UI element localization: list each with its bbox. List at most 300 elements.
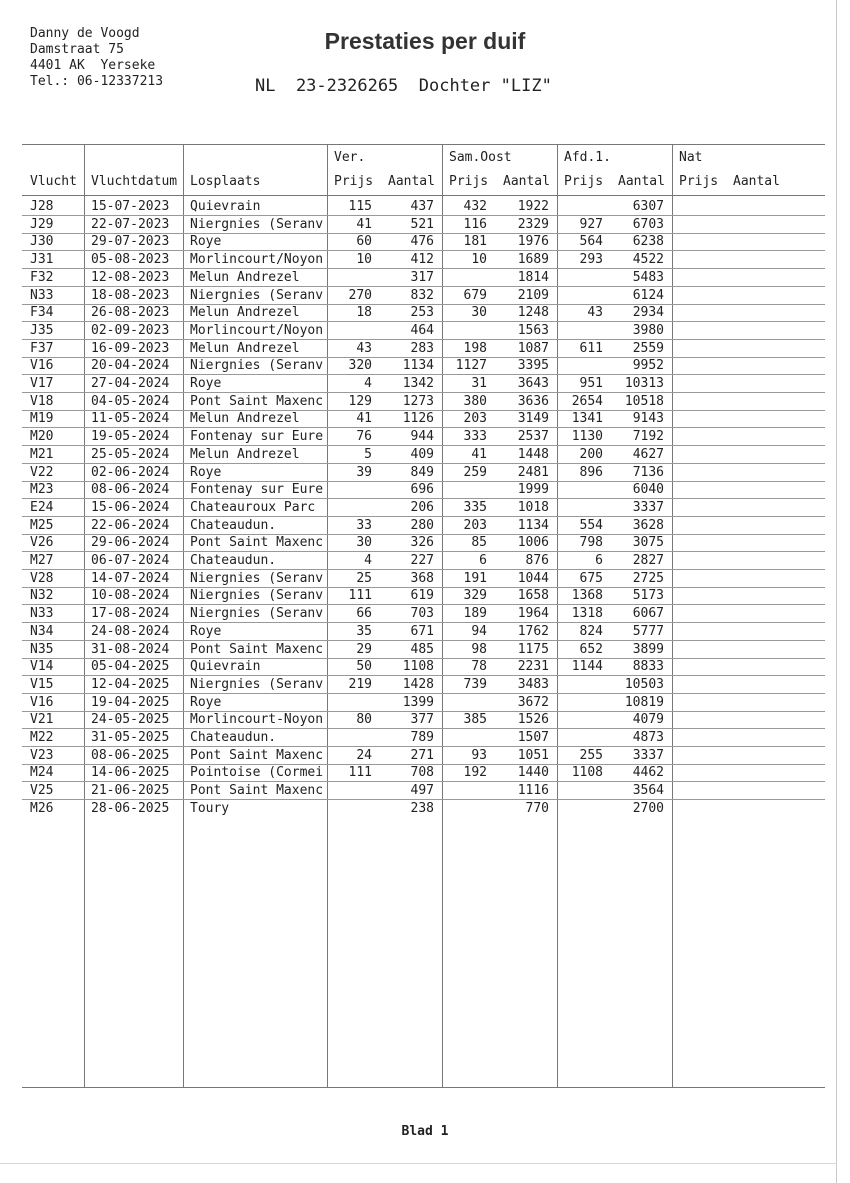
cell-losplaats: Niergnies (Seranv: [190, 606, 324, 622]
cell-sam-aantal: 1087: [517, 340, 549, 356]
cell-losplaats: Morlincourt-Noyon: [190, 712, 324, 728]
cell-sam-prijs: 198: [463, 340, 487, 356]
cell-ver-prijs: 60: [356, 234, 372, 250]
cell-afd-aantal: 10819: [624, 694, 664, 710]
cell-vlucht: V21: [30, 712, 54, 728]
cell-vluchtdatum: 18-08-2023: [91, 287, 170, 303]
cell-ver-prijs: 30: [356, 535, 372, 551]
cell-sam-aantal: 2231: [517, 659, 549, 675]
cell-sam-prijs: 116: [463, 216, 487, 232]
cell-ver-prijs: 4: [364, 376, 372, 391]
cell-ver-aantal: 412: [410, 252, 434, 268]
cell-vlucht: F32: [30, 269, 54, 285]
cell-losplaats: Melun Andrezel: [190, 269, 300, 285]
cell-ver-aantal: 1134: [402, 358, 434, 374]
table-row: [0, 729, 850, 747]
cell-sam-prijs: 85: [471, 535, 487, 551]
cell-sam-aantal: 1689: [517, 252, 549, 268]
cell-sam-prijs: 739: [463, 676, 487, 692]
cell-sam-aantal: 1507: [517, 730, 549, 745]
cell-afd-aantal: 6124: [632, 287, 664, 303]
cell-vlucht: M24: [30, 765, 54, 781]
cell-vluchtdatum: 25-05-2024: [91, 446, 170, 462]
cell-losplaats: Pont Saint Maxenc: [190, 747, 324, 763]
cell-afd-prijs: 1144: [571, 659, 603, 675]
table-row: [0, 517, 850, 535]
cell-sam-prijs: 679: [463, 287, 487, 303]
cell-afd-prijs: 951: [579, 376, 603, 391]
cell-vlucht: V14: [30, 659, 54, 675]
cell-afd-prijs: 1130: [571, 429, 603, 445]
table-row: [0, 287, 850, 305]
cell-sam-aantal: 3149: [517, 411, 549, 427]
cell-losplaats: Morlincourt/Noyon: [190, 252, 324, 268]
cell-sam-prijs: 94: [471, 623, 487, 639]
cell-sam-prijs: 6: [479, 553, 487, 568]
cell-vlucht: V17: [30, 376, 54, 391]
cell-vlucht: J30: [30, 234, 54, 250]
cell-losplaats: Melun Andrezel: [190, 340, 300, 356]
cell-ver-aantal: 409: [410, 446, 434, 462]
cell-losplaats: Niergnies (Seranv: [190, 358, 324, 374]
cell-losplaats: Quievrain: [190, 199, 261, 214]
cell-losplaats: Fontenay sur Eure: [190, 482, 324, 498]
cell-losplaats: Chateauroux Parc: [190, 499, 316, 515]
cell-sam-aantal: 1248: [517, 305, 549, 321]
cell-vlucht: J35: [30, 322, 54, 338]
cell-afd-aantal: 8833: [632, 659, 664, 675]
cell-vlucht: M25: [30, 517, 54, 533]
cell-sam-aantal: 1134: [517, 517, 549, 533]
cell-sam-aantal: 1999: [517, 482, 549, 498]
cell-afd-aantal: 3337: [632, 747, 664, 763]
header-group-afd1: Afd.1.: [564, 150, 611, 165]
cell-ver-prijs: 18: [356, 305, 372, 321]
cell-afd-aantal: 2700: [632, 800, 664, 816]
page-bottom-edge: [0, 1163, 837, 1164]
cell-ver-aantal: 253: [410, 305, 434, 321]
cell-afd-prijs: 896: [579, 464, 603, 480]
cell-losplaats: Melun Andrezel: [190, 411, 300, 427]
table-row: [0, 428, 850, 446]
cell-vluchtdatum: 31-05-2025: [91, 730, 170, 745]
cell-vluchtdatum: 14-06-2025: [91, 765, 170, 781]
cell-vlucht: M20: [30, 429, 54, 445]
header-group-sam-oost: Sam.Oost: [449, 150, 512, 165]
cell-losplaats: Fontenay sur Eure: [190, 429, 324, 445]
cell-ver-aantal: 1428: [402, 676, 434, 692]
header-prijs: Prijs: [679, 174, 719, 189]
cell-ver-aantal: 671: [410, 623, 434, 639]
cell-vluchtdatum: 15-07-2023: [91, 199, 170, 214]
table-row: [0, 534, 850, 552]
cell-ver-prijs: 66: [356, 606, 372, 622]
cell-afd-aantal: 7192: [632, 429, 664, 445]
cell-afd-aantal: 9952: [632, 358, 664, 374]
cell-ver-aantal: 271: [410, 747, 434, 763]
cell-losplaats: Morlincourt/Noyon: [190, 322, 324, 338]
cell-vlucht: V28: [30, 570, 54, 586]
header-aantal: Aantal: [618, 174, 665, 189]
cell-vluchtdatum: 31-08-2024: [91, 641, 170, 657]
cell-vluchtdatum: 27-04-2024: [91, 376, 170, 391]
header-vlucht: Vlucht: [30, 174, 77, 189]
cell-sam-aantal: 2537: [517, 429, 549, 445]
cell-ver-aantal: 326: [410, 535, 434, 551]
cell-afd-aantal: 2559: [632, 340, 664, 356]
cell-ver-prijs: 76: [356, 429, 372, 445]
cell-vlucht: V16: [30, 694, 54, 710]
cell-vlucht: M19: [30, 411, 54, 427]
cell-vluchtdatum: 16-09-2023: [91, 340, 170, 356]
cell-sam-prijs: 432: [463, 199, 487, 214]
cell-afd-aantal: 9143: [632, 411, 664, 427]
cell-vluchtdatum: 22-07-2023: [91, 216, 170, 232]
cell-ver-aantal: 227: [410, 553, 434, 568]
cell-sam-prijs: 191: [463, 570, 487, 586]
cell-vluchtdatum: 26-08-2023: [91, 305, 170, 321]
cell-sam-prijs: 41: [471, 446, 487, 462]
cell-afd-aantal: 4873: [632, 730, 664, 745]
cell-losplaats: Pont Saint Maxenc: [190, 641, 324, 657]
cell-sam-aantal: 2109: [517, 287, 549, 303]
table-row: [0, 552, 850, 570]
table-row: [0, 570, 850, 588]
cell-ver-prijs: 10: [356, 252, 372, 268]
cell-vlucht: V18: [30, 393, 54, 409]
cell-vluchtdatum: 08-06-2024: [91, 482, 170, 498]
table-row: [0, 410, 850, 428]
cell-ver-prijs: 33: [356, 517, 372, 533]
page-number: Blad 1: [401, 1124, 449, 1139]
cell-vluchtdatum: 14-07-2024: [91, 570, 170, 586]
cell-losplaats: Chateaudun.: [190, 553, 277, 568]
cell-ver-aantal: 377: [410, 712, 434, 728]
cell-vluchtdatum: 21-06-2025: [91, 783, 170, 799]
cell-sam-prijs: 78: [471, 659, 487, 675]
cell-losplaats: Chateaudun.: [190, 517, 277, 533]
cell-vlucht: N32: [30, 588, 54, 604]
cell-afd-prijs: 564: [579, 234, 603, 250]
cell-ver-aantal: 476: [410, 234, 434, 250]
cell-afd-prijs: 43: [587, 305, 603, 321]
cell-afd-aantal: 3337: [632, 499, 664, 515]
cell-ver-aantal: 464: [410, 322, 434, 338]
cell-vluchtdatum: 15-06-2024: [91, 499, 170, 515]
cell-afd-prijs: 1368: [571, 588, 603, 604]
cell-afd-prijs: 1318: [571, 606, 603, 622]
cell-afd-prijs: 6: [595, 553, 603, 568]
cell-afd-aantal: 6703: [632, 216, 664, 232]
table-row: [0, 464, 850, 482]
cell-sam-prijs: 329: [463, 588, 487, 604]
table-row: [0, 357, 850, 375]
cell-losplaats: Niergnies (Seranv: [190, 676, 324, 692]
cell-sam-prijs: 10: [471, 252, 487, 268]
cell-sam-prijs: 385: [463, 712, 487, 728]
header-group-ver: Ver.: [334, 150, 366, 165]
cell-losplaats: Roye: [190, 694, 222, 710]
cell-vluchtdatum: 05-04-2025: [91, 659, 170, 675]
pigeon-id: NL 23-2326265 Dochter "LIZ": [255, 76, 552, 96]
cell-sam-prijs: 192: [463, 765, 487, 781]
cell-afd-prijs: 1341: [571, 411, 603, 427]
table-row: [0, 641, 850, 659]
cell-ver-aantal: 368: [410, 570, 434, 586]
cell-sam-aantal: 1051: [517, 747, 549, 763]
cell-losplaats: Pont Saint Maxenc: [190, 783, 324, 799]
cell-vluchtdatum: 24-05-2025: [91, 712, 170, 728]
cell-ver-prijs: 41: [356, 216, 372, 232]
cell-ver-aantal: 521: [410, 216, 434, 232]
cell-ver-aantal: 1399: [402, 694, 434, 710]
cell-sam-prijs: 333: [463, 429, 487, 445]
cell-sam-prijs: 31: [471, 376, 487, 391]
cell-vluchtdatum: 12-08-2023: [91, 269, 170, 285]
cell-afd-prijs: 293: [579, 252, 603, 268]
cell-sam-aantal: 876: [525, 553, 549, 568]
cell-sam-prijs: 380: [463, 393, 487, 409]
cell-afd-aantal: 2725: [632, 570, 664, 586]
cell-sam-aantal: 1658: [517, 588, 549, 604]
table-row: [0, 499, 850, 517]
cell-ver-prijs: 29: [356, 641, 372, 657]
cell-losplaats: Melun Andrezel: [190, 446, 300, 462]
cell-afd-aantal: 5777: [632, 623, 664, 639]
cell-losplaats: Melun Andrezel: [190, 305, 300, 321]
cell-vlucht: V15: [30, 676, 54, 692]
table-row: [0, 322, 850, 340]
cell-sam-prijs: 189: [463, 606, 487, 622]
cell-afd-aantal: 6067: [632, 606, 664, 622]
cell-afd-prijs: 554: [579, 517, 603, 533]
cell-ver-prijs: 115: [348, 199, 372, 214]
cell-vlucht: N35: [30, 641, 54, 657]
cell-sam-aantal: 1526: [517, 712, 549, 728]
cell-sam-aantal: 1006: [517, 535, 549, 551]
owner-phone: Tel.: 06-12337213: [30, 74, 164, 89]
cell-sam-prijs: 98: [471, 641, 487, 657]
table-row: [0, 587, 850, 605]
cell-sam-aantal: 3643: [517, 376, 549, 391]
cell-afd-aantal: 10503: [624, 676, 664, 692]
cell-ver-aantal: 485: [410, 641, 434, 657]
cell-losplaats: Chateaudun.: [190, 730, 277, 745]
cell-vlucht: M26: [30, 800, 54, 816]
cell-ver-prijs: 35: [356, 623, 372, 639]
cell-ver-prijs: 25: [356, 570, 372, 586]
cell-ver-aantal: 283: [410, 340, 434, 356]
cell-vluchtdatum: 11-05-2024: [91, 411, 170, 427]
cell-ver-aantal: 619: [410, 588, 434, 604]
cell-sam-prijs: 93: [471, 747, 487, 763]
cell-vluchtdatum: 05-08-2023: [91, 252, 170, 268]
cell-afd-prijs: 200: [579, 446, 603, 462]
cell-vlucht: N33: [30, 287, 54, 303]
cell-ver-aantal: 238: [410, 800, 434, 816]
cell-ver-prijs: 41: [356, 411, 372, 427]
table-row: [0, 764, 850, 782]
cell-vlucht: F34: [30, 305, 54, 321]
cell-ver-prijs: 24: [356, 747, 372, 763]
cell-ver-aantal: 1108: [402, 659, 434, 675]
cell-ver-prijs: 320: [348, 358, 372, 374]
cell-vluchtdatum: 19-04-2025: [91, 694, 170, 710]
cell-sam-aantal: 1116: [517, 783, 549, 799]
cell-vlucht: J28: [30, 199, 54, 214]
table-row: [0, 269, 850, 287]
cell-losplaats: Pont Saint Maxenc: [190, 393, 324, 409]
cell-vluchtdatum: 29-06-2024: [91, 535, 170, 551]
cell-ver-aantal: 696: [410, 482, 434, 498]
cell-afd-aantal: 10518: [624, 393, 664, 409]
cell-ver-prijs: 4: [364, 553, 372, 568]
cell-afd-aantal: 4462: [632, 765, 664, 781]
cell-vlucht: M23: [30, 482, 54, 498]
cell-sam-aantal: 2329: [517, 216, 549, 232]
cell-vluchtdatum: 20-04-2024: [91, 358, 170, 374]
cell-sam-prijs: 335: [463, 499, 487, 515]
header-prijs: Prijs: [564, 174, 604, 189]
cell-sam-prijs: 203: [463, 517, 487, 533]
cell-sam-aantal: 1175: [517, 641, 549, 657]
owner-street: Damstraat 75: [30, 42, 124, 57]
cell-sam-prijs: 1127: [455, 358, 487, 374]
table-header-border: [22, 195, 825, 196]
cell-vluchtdatum: 12-04-2025: [91, 676, 170, 692]
table-row: [0, 800, 850, 818]
cell-afd-aantal: 4079: [632, 712, 664, 728]
cell-afd-aantal: 5483: [632, 269, 664, 285]
cell-ver-prijs: 111: [348, 588, 372, 604]
cell-afd-aantal: 4522: [632, 252, 664, 268]
cell-sam-aantal: 3395: [517, 358, 549, 374]
cell-ver-aantal: 1126: [402, 411, 434, 427]
cell-afd-aantal: 6307: [632, 199, 664, 214]
header-aantal: Aantal: [388, 174, 435, 189]
cell-losplaats: Roye: [190, 376, 222, 391]
cell-ver-aantal: 497: [410, 783, 434, 799]
table-row: [0, 216, 850, 234]
table-row: [0, 694, 850, 712]
owner-city: 4401 AK Yerseke: [30, 58, 156, 73]
page-title: Prestaties per duif: [324, 28, 526, 54]
table-row: [0, 747, 850, 765]
cell-afd-prijs: 824: [579, 623, 603, 639]
cell-ver-aantal: 280: [410, 517, 434, 533]
owner-name: Danny de Voogd: [30, 26, 140, 41]
cell-vluchtdatum: 17-08-2024: [91, 606, 170, 622]
table-row: [0, 198, 850, 216]
cell-sam-aantal: 3672: [517, 694, 549, 710]
cell-vlucht: N33: [30, 606, 54, 622]
header-prijs: Prijs: [334, 174, 374, 189]
cell-vluchtdatum: 02-09-2023: [91, 322, 170, 338]
cell-ver-prijs: 50: [356, 659, 372, 675]
cell-sam-prijs: 203: [463, 411, 487, 427]
header-vluchtdatum: Vluchtdatum: [91, 174, 178, 189]
cell-losplaats: Roye: [190, 464, 222, 480]
cell-sam-aantal: 3636: [517, 393, 549, 409]
cell-vlucht: J31: [30, 252, 54, 268]
cell-vlucht: V26: [30, 535, 54, 551]
cell-vluchtdatum: 02-06-2024: [91, 464, 170, 480]
cell-afd-aantal: 5173: [632, 588, 664, 604]
cell-vluchtdatum: 08-06-2025: [91, 747, 170, 763]
header-aantal: Aantal: [733, 174, 780, 189]
cell-ver-aantal: 703: [410, 606, 434, 622]
table-row: [0, 251, 850, 269]
cell-losplaats: Niergnies (Seranv: [190, 570, 324, 586]
cell-losplaats: Roye: [190, 234, 222, 250]
cell-sam-aantal: 1044: [517, 570, 549, 586]
cell-ver-aantal: 944: [410, 429, 434, 445]
table-row: [0, 393, 850, 411]
cell-afd-prijs: 652: [579, 641, 603, 657]
cell-afd-aantal: 2827: [632, 553, 664, 568]
cell-losplaats: Niergnies (Seranv: [190, 588, 324, 604]
cell-ver-prijs: 270: [348, 287, 372, 303]
cell-sam-aantal: 1964: [517, 606, 549, 622]
cell-losplaats: Niergnies (Seranv: [190, 216, 324, 232]
cell-vluchtdatum: 04-05-2024: [91, 393, 170, 409]
cell-vlucht: V23: [30, 747, 54, 763]
cell-sam-prijs: 181: [463, 234, 487, 250]
cell-sam-aantal: 3483: [517, 676, 549, 692]
cell-vlucht: J29: [30, 216, 54, 232]
table-row: [0, 304, 850, 322]
cell-ver-prijs: 5: [364, 446, 372, 462]
header-losplaats: Losplaats: [190, 174, 261, 189]
cell-losplaats: Toury: [190, 800, 230, 816]
cell-afd-prijs: 255: [579, 747, 603, 763]
cell-sam-prijs: 30: [471, 305, 487, 321]
cell-ver-prijs: 129: [348, 393, 372, 409]
cell-sam-aantal: 770: [525, 800, 549, 816]
cell-afd-aantal: 3980: [632, 322, 664, 338]
cell-afd-aantal: 6040: [632, 482, 664, 498]
cell-vlucht: F37: [30, 340, 54, 356]
cell-sam-aantal: 1448: [517, 446, 549, 462]
cell-ver-aantal: 708: [410, 765, 434, 781]
cell-ver-aantal: 1273: [402, 393, 434, 409]
cell-ver-aantal: 849: [410, 464, 434, 480]
cell-vluchtdatum: 24-08-2024: [91, 623, 170, 639]
cell-sam-aantal: 1814: [517, 269, 549, 285]
cell-vlucht: M21: [30, 446, 54, 462]
cell-afd-prijs: 1108: [571, 765, 603, 781]
table-row: [0, 340, 850, 358]
cell-losplaats: Niergnies (Seranv: [190, 287, 324, 303]
cell-afd-prijs: 2654: [571, 393, 603, 409]
cell-ver-prijs: 43: [356, 340, 372, 356]
table-row: [0, 375, 850, 393]
cell-ver-aantal: 437: [410, 199, 434, 214]
owner-address-block: [30, 26, 163, 90]
cell-afd-prijs: 798: [579, 535, 603, 551]
table-row: [0, 658, 850, 676]
cell-vlucht: N34: [30, 623, 54, 639]
cell-ver-prijs: 39: [356, 464, 372, 480]
cell-afd-aantal: 2934: [632, 305, 664, 321]
cell-afd-prijs: 927: [579, 216, 603, 232]
cell-ver-aantal: 317: [410, 269, 434, 285]
cell-vlucht: M27: [30, 553, 54, 568]
cell-vluchtdatum: 19-05-2024: [91, 429, 170, 445]
table-top-border: [22, 144, 825, 145]
table-row: [0, 605, 850, 623]
table-row: [0, 711, 850, 729]
